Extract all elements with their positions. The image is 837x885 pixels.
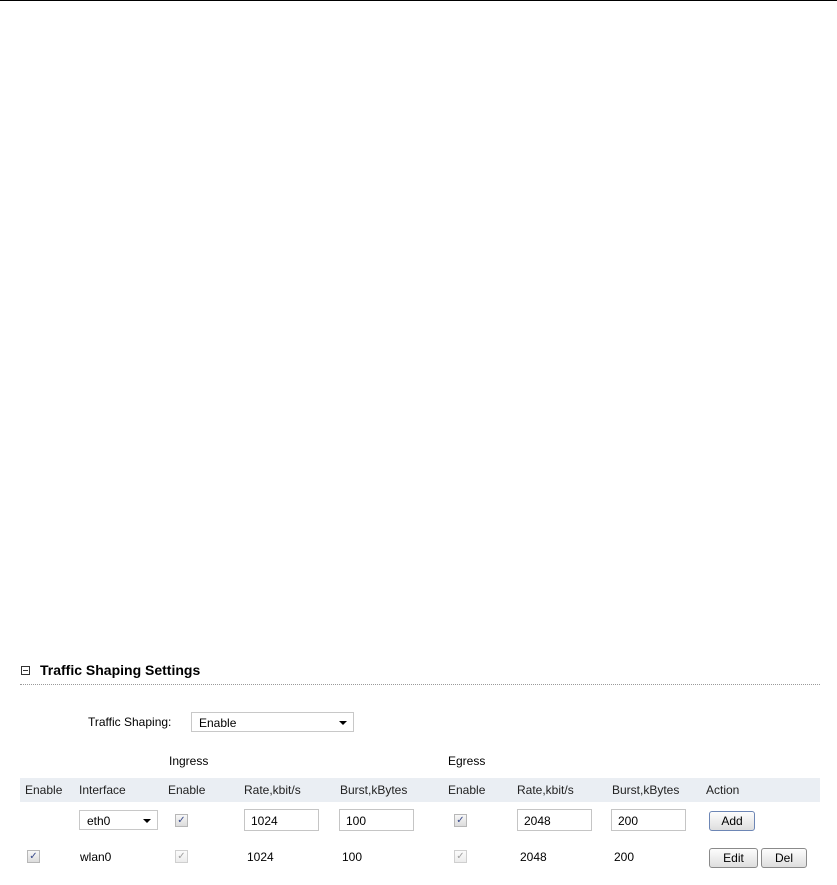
row-ingress-burst: 100 xyxy=(342,850,363,864)
checkmark-icon: ✓ xyxy=(456,851,465,862)
col-action: Action xyxy=(706,783,740,797)
col-egress-enable: Enable xyxy=(448,783,486,797)
checkmark-icon: ✓ xyxy=(29,851,38,862)
new-egress-burst-input[interactable] xyxy=(611,809,686,831)
new-ingress-rate-value: 1024 xyxy=(251,814,278,828)
chevron-down-icon xyxy=(143,819,151,823)
ingress-group-label: Ingress xyxy=(169,754,209,768)
delete-button[interactable]: Del xyxy=(761,848,807,868)
row-egress-enable-checkbox xyxy=(454,850,467,863)
egress-group-label: Egress xyxy=(448,754,486,768)
section-header xyxy=(20,662,820,685)
col-egress-burst: Burst,kBytes xyxy=(612,783,680,797)
new-egress-rate-input[interactable] xyxy=(517,809,592,831)
col-interface: Interface xyxy=(79,783,126,797)
interface-select[interactable] xyxy=(79,810,158,830)
checkmark-icon: ✓ xyxy=(456,815,465,826)
row-ingress-enable-checkbox xyxy=(175,850,188,863)
new-ingress-burst-input[interactable] xyxy=(339,809,414,831)
col-ingress-burst: Burst,kBytes xyxy=(340,783,408,797)
checkmark-icon: ✓ xyxy=(177,815,186,826)
row-ingress-rate: 1024 xyxy=(247,850,274,864)
col-ingress-enable: Enable xyxy=(168,783,206,797)
row-interface: wlan0 xyxy=(80,850,112,864)
new-ingress-burst-value: 100 xyxy=(346,814,367,828)
new-egress-burst-value: 200 xyxy=(618,814,639,828)
top-border xyxy=(0,0,837,1)
new-egress-enable-checkbox[interactable] xyxy=(454,814,467,827)
col-enable: Enable xyxy=(25,783,63,797)
traffic-shaping-label: Traffic Shaping: xyxy=(88,715,172,729)
traffic-shaping-select[interactable] xyxy=(191,712,354,732)
row-egress-rate: 2048 xyxy=(520,850,547,864)
col-egress-rate: Rate,kbit/s xyxy=(517,783,574,797)
new-ingress-rate-input[interactable] xyxy=(244,809,319,831)
row-egress-burst: 200 xyxy=(614,850,635,864)
checkmark-icon: ✓ xyxy=(177,851,186,862)
chevron-down-icon xyxy=(339,721,347,725)
section-title: Traffic Shaping Settings xyxy=(40,662,201,678)
table-header xyxy=(20,778,820,802)
new-ingress-enable-checkbox[interactable] xyxy=(175,814,188,827)
col-ingress-rate: Rate,kbit/s xyxy=(244,783,301,797)
add-button[interactable]: Add xyxy=(709,811,755,831)
traffic-shaping-value: Enable xyxy=(199,716,237,730)
new-egress-rate-value: 2048 xyxy=(524,814,551,828)
interface-select-value: eth0 xyxy=(87,814,111,828)
edit-button[interactable]: Edit xyxy=(709,848,758,868)
row-enable-checkbox[interactable] xyxy=(27,850,40,863)
collapse-minus-icon[interactable] xyxy=(21,666,30,675)
